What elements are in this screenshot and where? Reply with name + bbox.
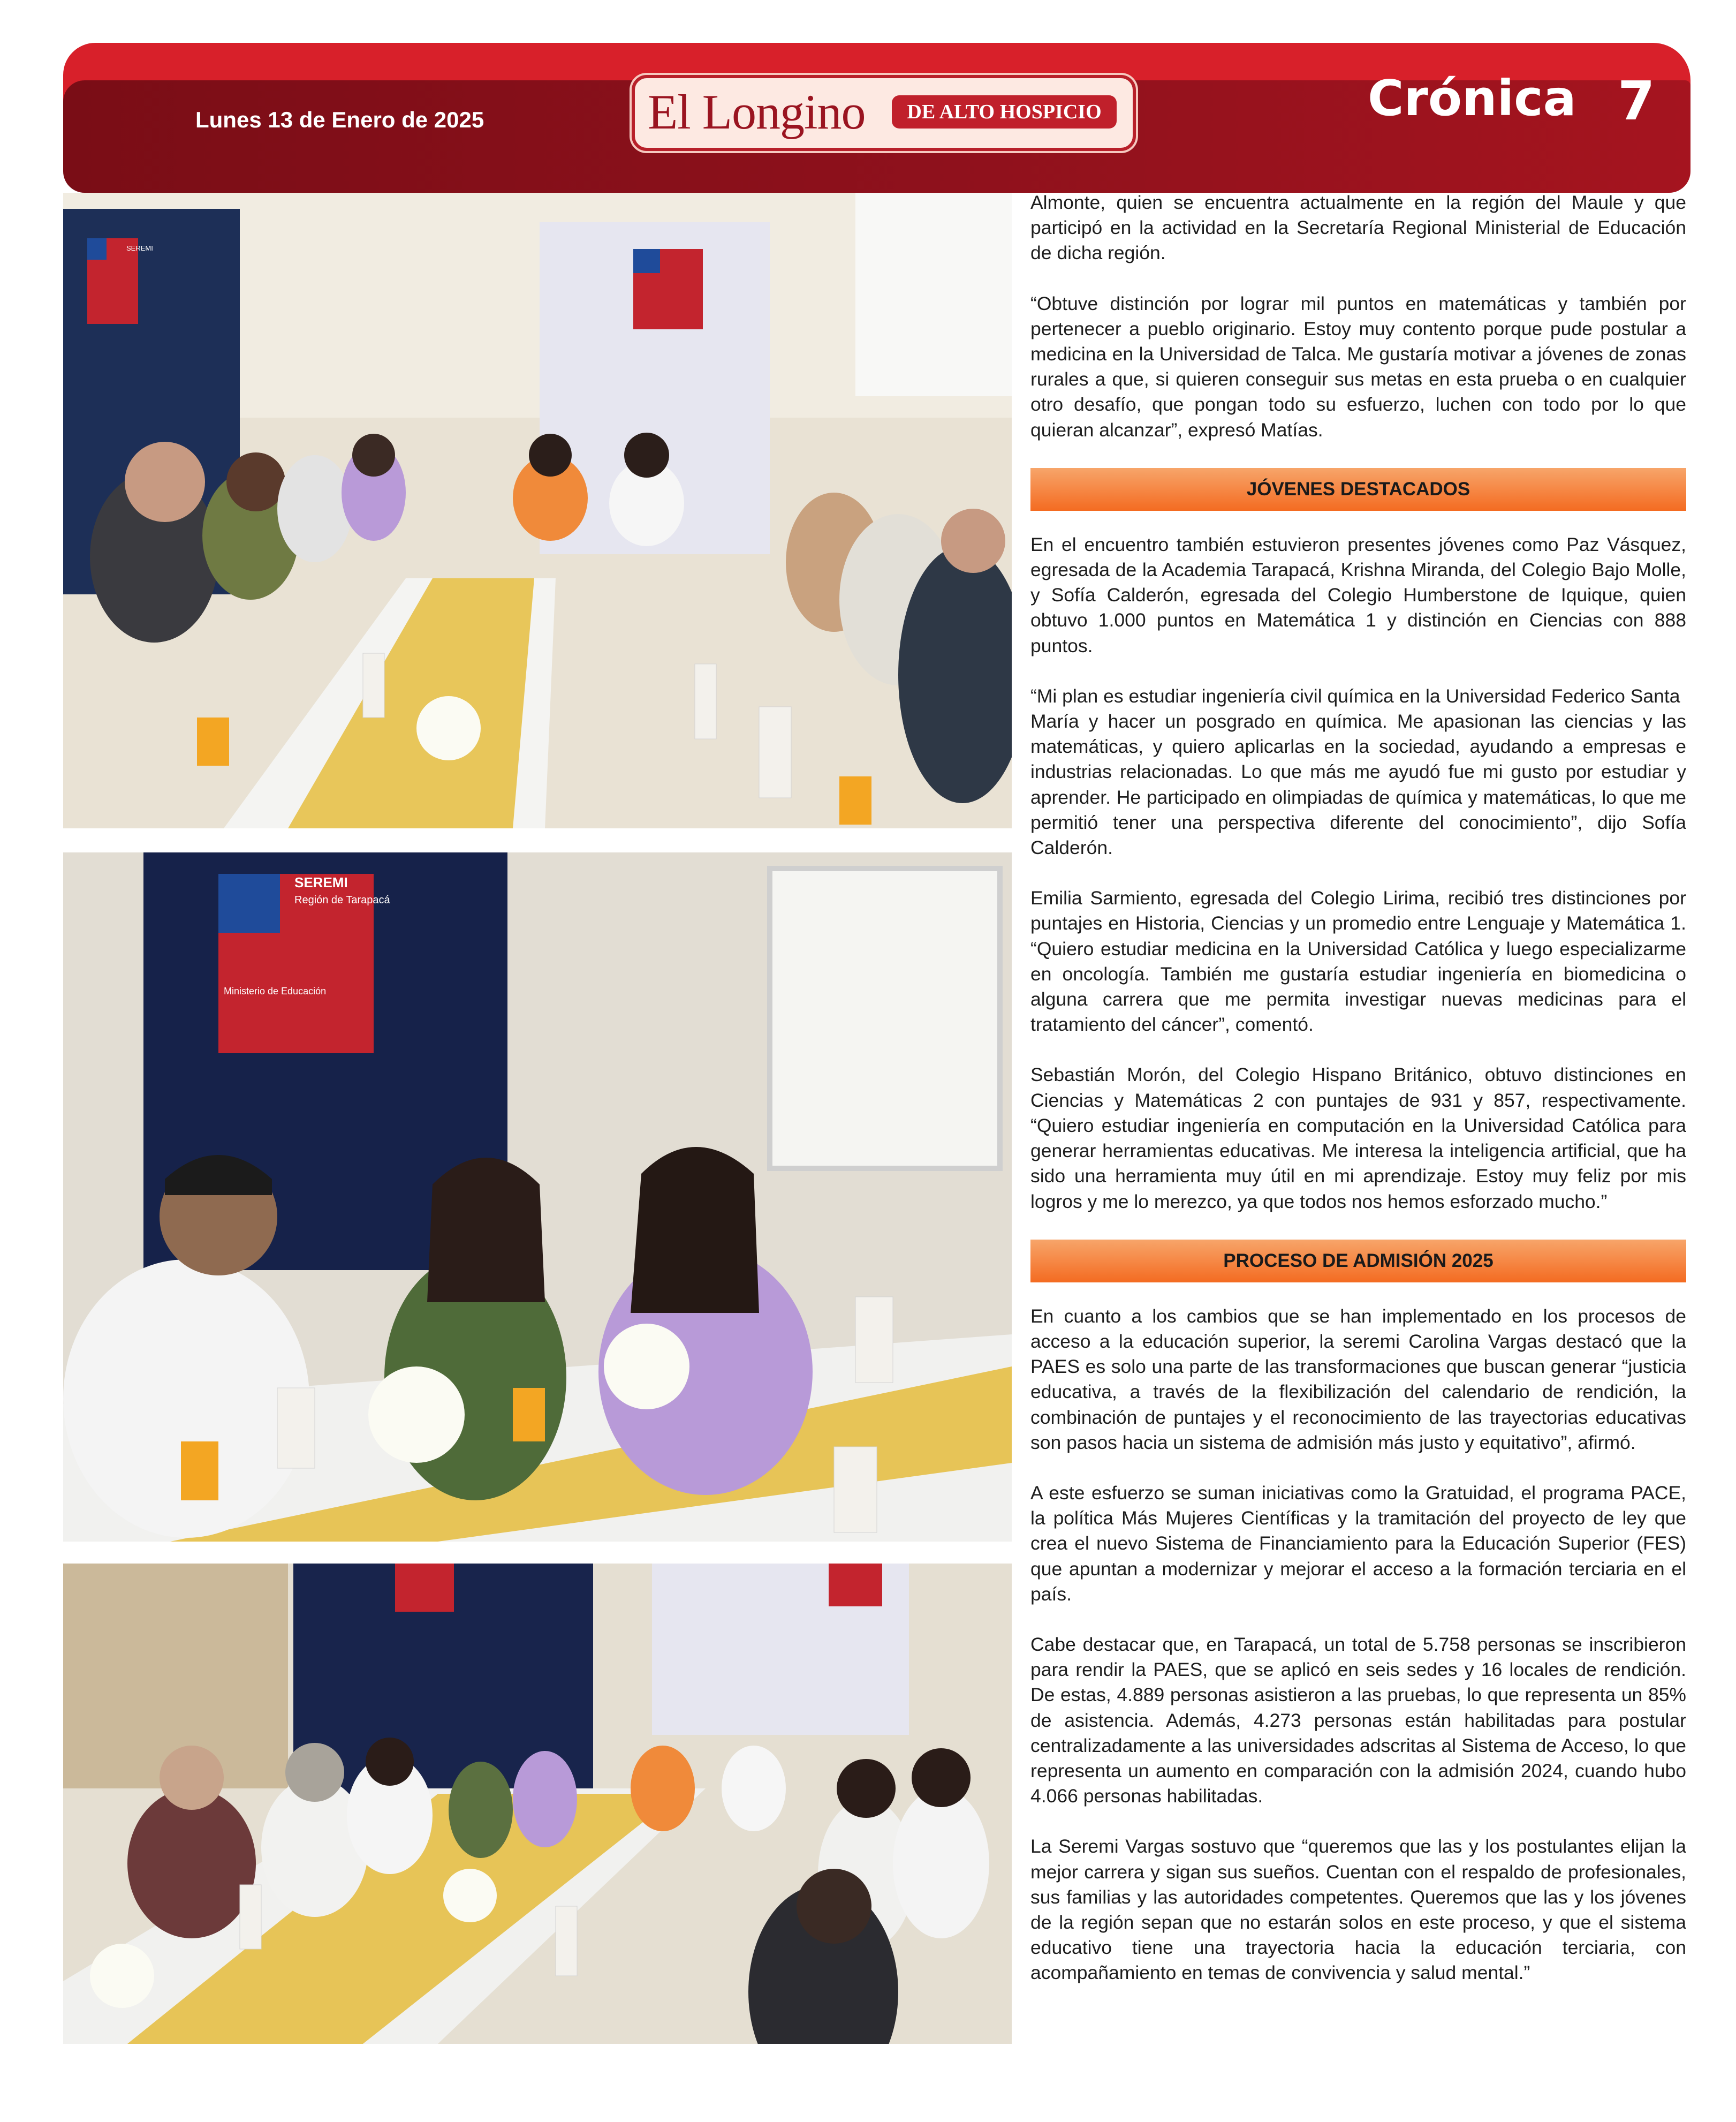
paragraph: Sebastián Morón, del Colegio Hispano Británico, obtuvo distinciones en Ciencias y Matemáticas 2 con puntajes de 931 y 857, respectivamente. “Quiero estudiar ingeniería en computación en la Universidad Católica para generar herramientas educativas. Me interesa la inteligencia artificial, que ha sido una herramienta muy útil en mi aprendizaje. Estoy muy feliz por mis logros y me lo merezco, ya que todos nos hemos esforzado mucho.” xyxy=(1030,1064,1686,1212)
paragraph: En cuanto a los cambios que se han implementado en los procesos de acceso a la educación superior, la seremi Carolina Vargas destacó que la PAES es solo una parte de las transformaciones que buscan generar “justicia educativa, a través de la flexibilización del calendario de rendición, la combinación de puntajes y el reconocimiento de las trayectorias educativas son pasos hacia un sistema de admisión más justo y equitativo”, afirmó. xyxy=(1030,1305,1686,1453)
banner-ministry: Ministerio de Educación xyxy=(224,986,327,996)
paragraph: En el encuentro también estuvieron presentes jóvenes como Paz Vásquez, egresada de la Academia Tarapacá, Krishna Miranda, del Colegio Bajo Molle, y Sofía Calderón, egresada del Colegio Humberstone de Iquique, quien obtuvo 1.000 puntos en Matemática 1 y distinción en Ciencias con 888 puntos. xyxy=(1030,533,1686,656)
banner-subtitle: Región de Tarapacá xyxy=(294,894,390,906)
paragraph: La Seremi Vargas sostuvo que “queremos que las y los postulantes elijan la mejor carrera y sigan sus sueños. Cuentan con el respaldo de profesionales, sus familias y las autoridades competentes. Queremos que las y los jóvenes de la región sepan que no estarán solos en este proceso, y que el sistema educativo tiene una trayectoria hacia la educación terciaria, con acompañamiento en temas de convivencia y salud mental.” xyxy=(1030,1836,1686,1984)
paragraph: “Obtuve distinción por lograr mil puntos en matemáticas y también por pertenecer a pueblo originario. Estoy muy contento porque pude postular a medicina en la Universidad de Talca. Me gustaría motivar a jóvenes de zonas rurales a que, si quieren conseguir sus metas en esta prueba o en cualquier otro desafío, que pongan todo su esfuerzo, luchen con todo por lo que quieran alcanzar”, expresó Matías. xyxy=(1030,292,1686,441)
paragraph: Almonte, quien se encuentra actualmente en la región del Maule y que participó en la actividad en la Secretaría Regional Ministerial de Educación de dicha región. xyxy=(1030,192,1686,264)
paragraph-quote xyxy=(1030,684,1686,860)
paragraph: Cabe destacar que, en Tarapacá, un total de 5.758 personas se inscribieron para rendir la PAES, que se aplicó en seis sedes y 16 locales de rendición. De estas, 4.889 personas asistieron a las pruebas, lo que representa un 85% de asistencia. Además, 4.273 personas están habilitadas para postular centralizadamente a las universidades adscritas al Sistema de Acceso, lo que representa un aumento en comparación con la admisión 2024, cuando hubo 4.066 personas habilitadas. xyxy=(1030,1633,1686,1807)
section-header: JÓVENES DESTACADOS xyxy=(1030,468,1686,511)
quote-body: María y hacer un posgrado en química. Me apasionan las ciencias y las matemáticas, y quiero aplicarlas en la sociedad, ayudando a empresas e industrias relacionadas. Lo que más me ayudó fue mi gusto por estudiar y aprender. He participado en olimpiadas de química y matemáticas, lo que me permitió tener una perspectiva diferente del conocimiento”, dijo Sofía Calderón. xyxy=(1030,711,1686,859)
paragraph: Emilia Sarmiento, egresada del Colegio Lirima, recibió tres distinciones por puntajes en Historia, Ciencias y un promedio entre Lenguaje y Matemática 1. “Quiero estudiar medicina en la Universidad Católica y luego especializarme en oncología. También me gustaría estudiar ingeniería en biomedicina o alguna carrera que me permita investigar nuevas medicinas para el tratamiento del cáncer”, comentó. xyxy=(1030,887,1686,1036)
section-header: PROCESO DE ADMISIÓN 2025 xyxy=(1030,1240,1686,1282)
section-title: Crónica xyxy=(1368,70,1576,127)
photo-meeting-table xyxy=(63,193,1012,828)
photo-group-table xyxy=(63,1564,1012,2044)
issue-date: Lunes 13 de Enero de 2025 xyxy=(195,107,484,132)
masthead-logo xyxy=(632,75,1136,151)
banner-title: SEREMI xyxy=(294,874,348,890)
page-number: 7 xyxy=(1618,70,1655,132)
logo-name: El Longino xyxy=(648,85,866,139)
quote-line: “Mi plan es estudiar ingeniería civil química en la Universidad Federico Santa xyxy=(1030,685,1680,707)
paragraph: A este esfuerzo se suman iniciativas como la Gratuidad, el programa PACE, la política Más Mujeres Científicas y la tramitación del proyecto de ley que crea el nuevo Sistema de Financiamiento para la Educación Superior (FES) que apuntan a modernizar y mejorar el acceso a la formación terciaria en el país. xyxy=(1030,1482,1686,1605)
banner-text: SEREMI xyxy=(126,244,153,252)
photo-students-table xyxy=(63,852,1012,1542)
article-column xyxy=(1030,190,1686,2011)
logo-subtitle: DE ALTO HOSPICIO xyxy=(892,95,1117,129)
